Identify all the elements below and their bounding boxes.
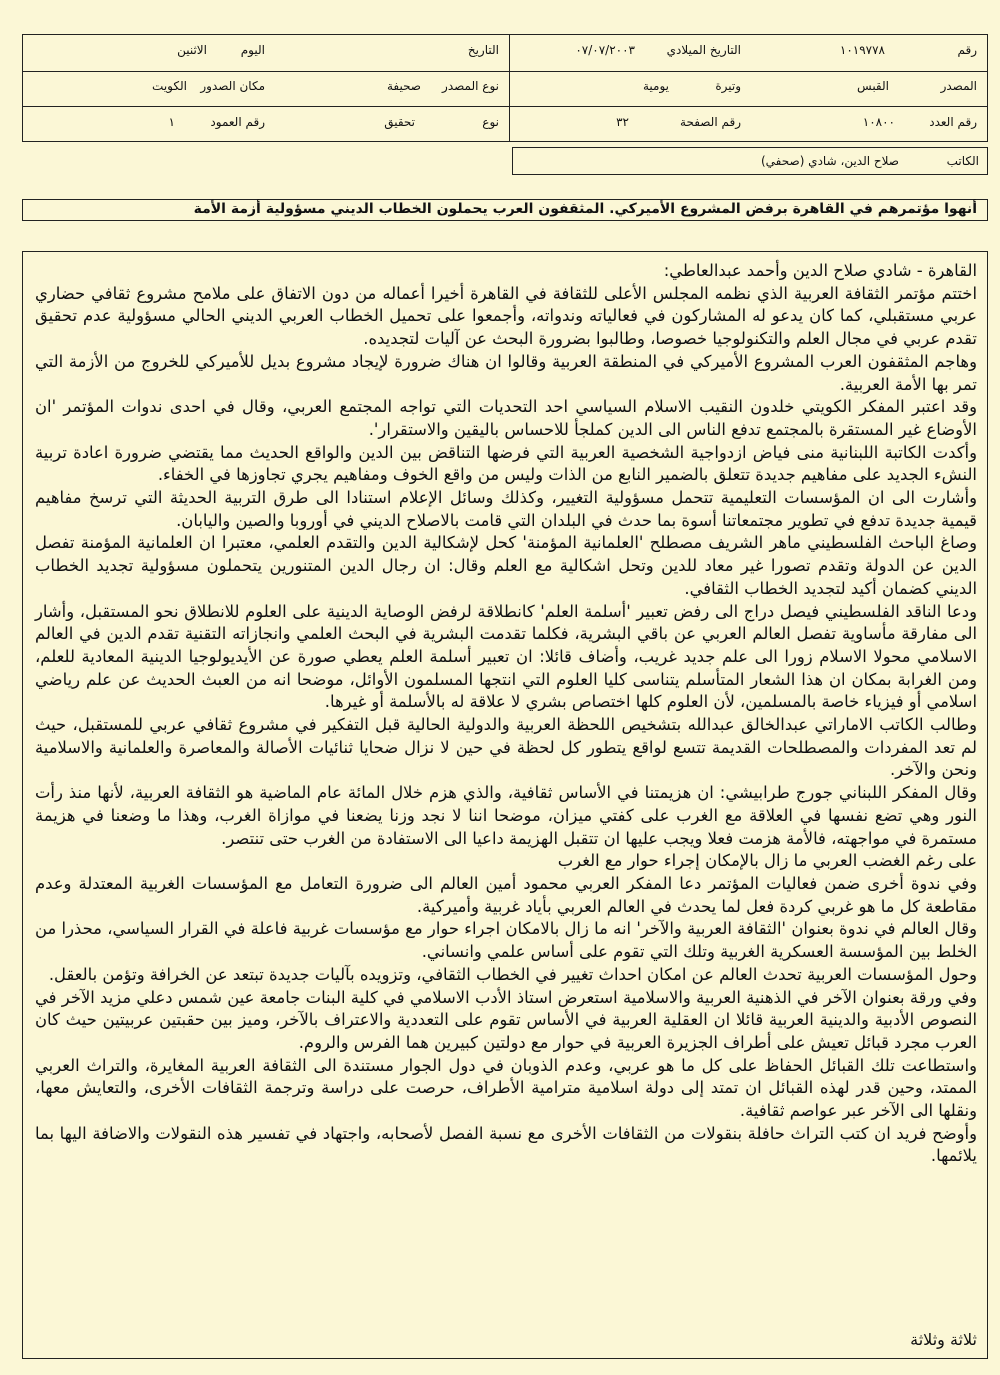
paragraph: وقال العالم في ندوة بعنوان 'الثقافة العربية والآخر' انه ما زال بالامكان اجراء حوار مع مؤسسات غربية فاعلة في القرار السياسي، محذرا من الخلط بين المؤسسة العسكرية الغربية وتلك التي تقوم على أساس علمي وانساني. [35,919,977,962]
paragraph: وقد اعتبر المفكر الكويتي خلدون النقيب الاسلام السياسي احد التحديات التي تواجه المجتمع العربي، وقال في احدى ندوات المؤتمر 'ان الأوضاع غير المستقرة بالمجتمع تدفع الناس الى الدين كملجأ للاحساس باليقين والاستقرار'. [35,397,977,439]
record-number-cell [839,43,977,57]
source-type-label: نوع المصدر [442,79,499,93]
record-number-value: ١٠١٩٧٧٨ [839,43,885,57]
paragraph: وحول المؤسسات العربية تحدث العالم عن امكان احداث تغيير في الخطاب الثقافي، وتزويده بآليات جديدة تبتعد عن الخرافة وتؤمن بالعقل. [48,964,977,984]
subheading: على رغم الغضب العربي ما زال بالإمكان إجراء حوار مع الغرب [557,851,977,871]
gregorian-date-label: التاريخ الميلادي [666,43,741,57]
paragraph: وهاجم المثقفون العرب المشروع الأميركي في المنطقة العربية وقالوا ان هناك ضرورة لإيجاد مشروع بديل للأميركي للخروج من الأزمة التي تمر بها الأمة العربية. [35,351,977,394]
source-label: المصدر [940,79,977,93]
author-label: الكاتب [946,154,979,168]
place-value: الكويت [152,79,187,93]
paragraph: وطالب الكاتب الاماراتي عبدالخالق عبدالله بتشخيص اللحظة العربية والدولية الحالية قبل التفكير في مشروع ثقافي عربي للمستقبل، حيث لم تعد المفردات والمصطلحات القديمة تتسع لواقع يتطور كل لحظة في حين لا نزال ضحايا ثنائيات الأصالة والمعاصرة والعلمانية والاسلامية ونحن والآخر. [35,715,977,780]
frequency-value: يومية [642,79,669,93]
source-value: القبس [857,79,889,93]
paragraph: واستطاعت تلك القبائل الحفاظ على كل ما هو عربي، وعدم الذوبان في دول الجوار مستندة الى الثقافة العربية المغايرة، والتراث العربي الممتد، وحين قدر لهذه القبائل ان تمتد إلى دولة اسلامية مترامية الأطراف، حرصت على دراسة وترجمة الثقافات الأخرى، والتعايش معها، ونقلها الى الآخر عبر عواصم ثقافية. [35,1055,977,1121]
paragraph: القاهرة - شادي صلاح الدين وأحمد عبدالعاطي: [663,261,977,280]
place-label: مكان الصدور [200,79,265,93]
issue-label: رقم العدد [929,115,977,129]
source-type-value: صحيفة [386,79,421,93]
row-divider [23,71,987,72]
article-text [35,260,977,1168]
headline-box [22,199,988,221]
paragraph: وفي ندوة أخرى ضمن فعاليات المؤتمر دعا المفكر العربي محمود أمين العالم الى ضرورة التعامل مع المؤسسات الغربية المعتدلة وعدم مقاطعة كل ما هو غربي كردة فعل لما يحدث في العالم العربي بأياد غربية وأميركية. [35,873,977,916]
paragraph: وأوضح فريد ان كتب التراث حافلة بنقولات من الثقافات الأخرى مع نسبة الفصل لأصحابه، واجتهاد في تفسير هذه النقولات والاضافة اليها بما يلائمها. [35,1123,977,1166]
paragraph: ودعا الناقد الفلسطيني فيصل دراج الى رفض تعبير 'أسلمة العلم' كانطلاقة لرفض الوصاية الدينية على العلوم للانطلاق نحو المستقبل، وأشار الى مفارقة مأساوية تفصل العالم العربي عن باقي البشرية، فكلما تقدمت البشرية في البحث العلمي وانجازاته التقنية تقدم الدين في العالم الاسلامي محولا الاسلام زورا الى علم جديد غريب، وأضاف قائلا: ان تعبير أسلمة العلم يعطي صورة عن الأيديولوجيا الدينية المعادية للعلم، ومن الغرابة بمكان ان هذا الشعار المتأسلم يتناسى كليا العلوم التي انتجها المسلمون الأوائل، موضحا انه من العبث الحديث عن علم رياضي اسلامي أو فيزياء خاصة بالمسلمين، لأن العلوم كلها اختصاص بشري لا علاقة له بالأسلمة أو غيرها. [35,601,977,712]
day-value: الاثنين [177,43,207,57]
article-footer-note: ثلاثة وثلاثة [910,1330,977,1349]
paragraph: وأكدت الكاتبة اللبنانية منى فياض ازدواجية الشخصية العربية التي فرضها التناقض بين الدين والواقع الحديث مما يقتضي ضرورة اعادة تربية النشء الجديد على مفاهيم جديدة تتعلق بالضمير النابع من الذات وليس من واقع الخوف ومفاهيم يجري تجاوزها في الخفاء. [35,442,977,485]
paragraph: وفي ورقة بعنوان الآخر في الذهنية العربية والاسلامية استعرض استاذ الأدب الاسلامي في كلية البنات جامعة عين شمس دعلي مزيد الآخر في النصوص الأدبية والدينية العربية قائلا ان العقلية العربية في الأساس تقوم على التعددية والاعتراف بالآخر، وميز بين حقبتين عربيتين حيث كان العرب مجرد قبائل تعيش على أطراف الجزيرة العربية في حوار مع دولتين كبيرين هما الفرس والروم. [35,987,977,1052]
gregorian-date-value: ٠٧/٠٧/٢٠٠٣ [575,43,635,57]
article-body-box [22,251,988,1359]
frequency-label: وتيرة [715,79,741,93]
issue-value: ١٠٨٠٠ [862,115,895,129]
day-label: اليوم [240,43,265,57]
date-label: التاريخ [467,43,499,57]
page-label: رقم الصفحة [680,115,741,129]
column-label: رقم العمود [210,115,265,129]
column-value: ١ [168,115,175,129]
article-headline: أنهوا مؤتمرهم في القاهرة برفض المشروع الأميركي. المثقفون العرب يحملون الخطاب الديني مسؤولية أزمة الأمة [193,201,977,217]
type-value: تحقيق [384,115,415,129]
paragraph: وأشارت الى ان المؤسسات التعليمية تتحمل مسؤولية التغيير، وكذلك وسائل الإعلام استنادا الى طرق التربية الحديثة التي ترسخ مفاهيم قيمية جديدة تدفع في تطوير مجتمعاتنا أسوة بما حدث في البلدان التي قامت بالاصلاح الديني في أوروبا والصين واليابان. [35,488,977,530]
record-number-label: رقم [957,43,977,57]
metadata-table [22,34,988,142]
paragraph: وصاغ الباحث الفلسطيني ماهر الشريف مصطلح 'العلمانية المؤمنة' كحل لإشكالية الدين والتقدم العلمي، معتبرا ان العلمانية المؤمنة تفصل الدين عن الدولة وتقدم تصورا غير معاد للدين وتحل اشكالية مع العلم وقال: ان رجال الدين المتنورين يتحملون مسؤولية تجديد الخطاب الديني كضمان أكيد لتجديد الخطاب الثقافي. [35,533,977,598]
column-divider [509,35,510,141]
type-label: نوع [482,115,499,129]
paragraph: وقال المفكر اللبناني جورج طرابيشي: ان هزيمتنا في الأساس ثقافية، والذي هزم خلال المائة عام الماضية هو الثقافة العربية، لأنها منذ رأت النور وهي تضع نفسها في العلاقة مع الغرب على كفتي ميزان، موضحا اننا لا نجد وزنا يضعنا في موازاة الغرب، وهذا ما وضعنا في هزيمة مستمرة في مواجهته، فالأمة هزمت فعلا ويجب عليها ان تتقبل الهزيمة داعيا الى الاستفادة من الغرب حتى تنتصر. [35,783,977,848]
author-box [512,147,988,175]
paragraph: اختتم مؤتمر الثقافة العربية الذي نظمه المجلس الأعلى للثقافة في القاهرة أخيرا أعماله من دون الاتفاق على ملامح مشروع ثقافي حضاري عربي مستقبلي، كما كان يدعو له المشاركون في فعالياته وندواته، وأجمعوا على تحميل الخطاب العربي الديني الحالي مسؤولية عدم تحقيق تقدم عربي في مجال العلم والتكنولوجيا خصوصا، وطالبوا بضرورة البحث عن آليات لتجديده. [35,283,977,349]
row-divider [23,106,987,107]
author-value: صلاح الدين، شادي (صحفي) [761,154,899,168]
page-value: ٣٢ [616,115,629,129]
